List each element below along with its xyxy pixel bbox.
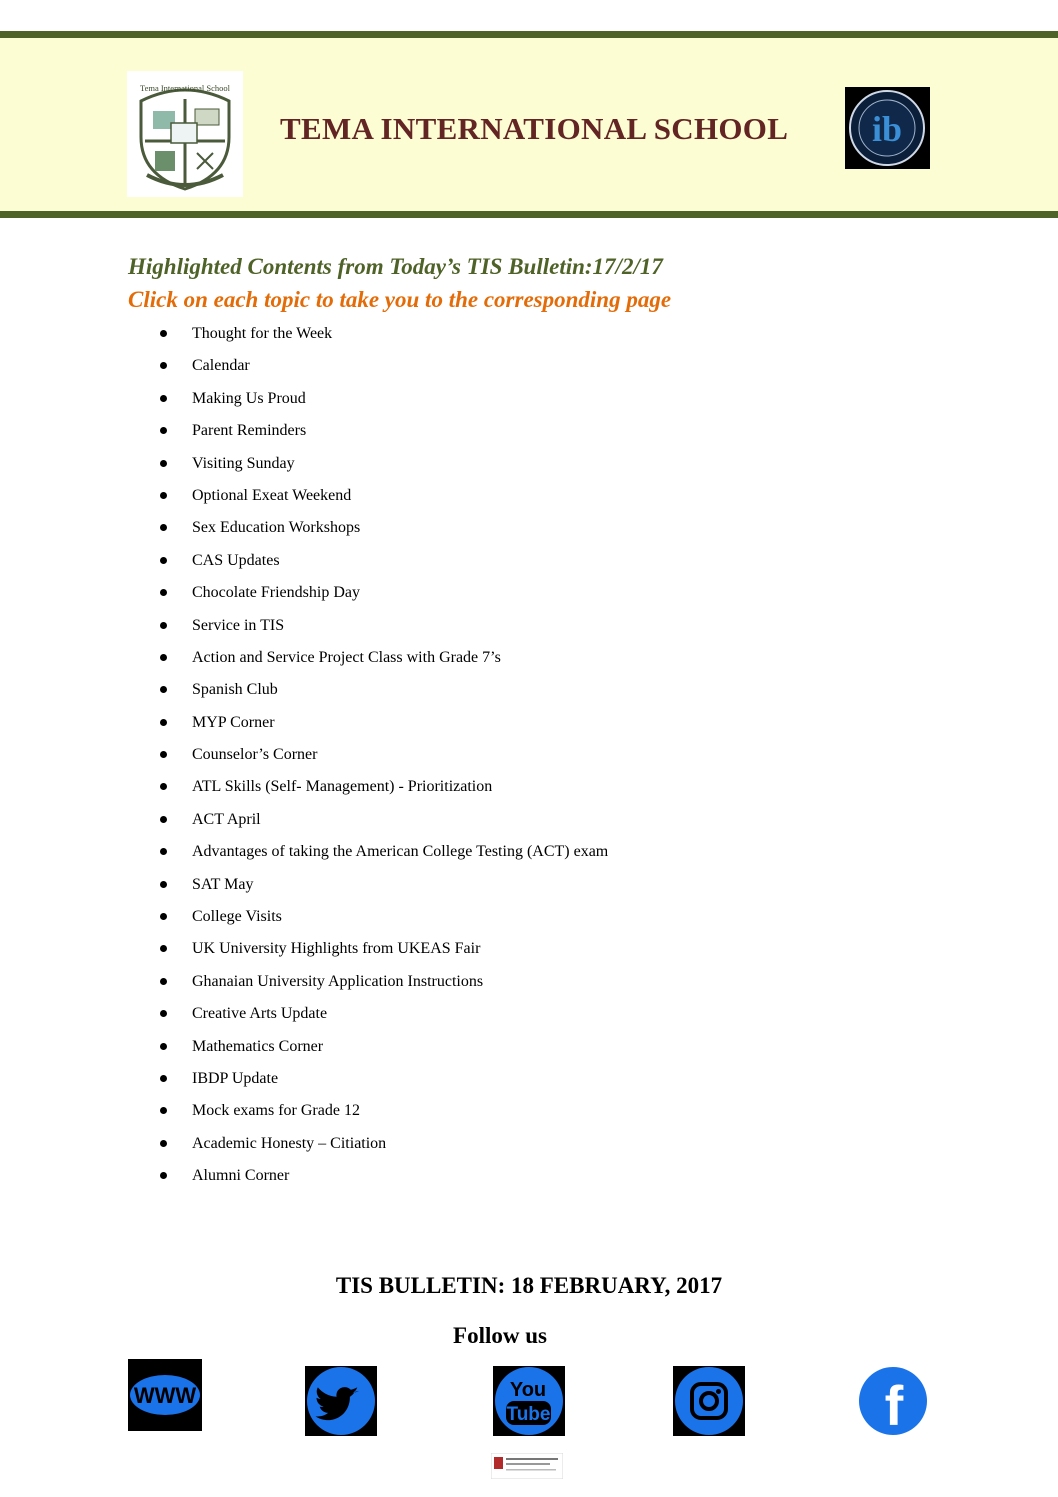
topic-link[interactable]: Optional Exeat Weekend: [192, 486, 352, 504]
topic-link[interactable]: Spanish Club: [192, 681, 278, 699]
topic-link[interactable]: Creative Arts Update: [192, 1005, 328, 1023]
topic-link[interactable]: Visiting Sunday: [192, 454, 295, 472]
youtube-link[interactable]: [493, 1366, 565, 1436]
bullet-icon: [160, 362, 167, 369]
bullet-icon: [160, 1043, 167, 1050]
youtube-label-top: You: [509, 1379, 547, 1401]
bullet-icon: [160, 751, 167, 758]
bullet-icon: [160, 654, 167, 661]
bullet-icon: [160, 881, 167, 888]
topic-link[interactable]: Mock exams for Grade 12: [192, 1102, 360, 1120]
bullet-icon: [160, 330, 167, 337]
topic-link[interactable]: Alumni Corner: [192, 1167, 290, 1185]
bullet-icon: [160, 783, 167, 790]
bullet-icon: [160, 492, 167, 499]
bullet-icon: [160, 913, 167, 920]
topic-link[interactable]: SAT May: [192, 875, 254, 893]
bullet-icon: [160, 1010, 167, 1017]
topic-link[interactable]: Service in TIS: [192, 616, 285, 634]
topic-link[interactable]: Making Us Proud: [192, 389, 306, 407]
twitter-icon: [305, 1366, 377, 1436]
bullet-icon: [160, 686, 167, 693]
instagram-icon: [673, 1366, 745, 1436]
topic-link[interactable]: Academic Honesty – Citiation: [192, 1134, 387, 1152]
bullet-icon: [160, 427, 167, 434]
bullet-icon: [160, 524, 167, 531]
bullet-icon: [160, 1107, 167, 1114]
bullet-icon: [160, 622, 167, 629]
bullet-icon: [160, 816, 167, 823]
ib-world-school-icon: [845, 87, 930, 169]
topic-link[interactable]: Thought for the Week: [192, 325, 333, 342]
click-instruction-heading: Click on each topic to take you to the corresponding page: [128, 287, 672, 312]
www-icon: [128, 1359, 202, 1431]
topic-link[interactable]: UK University Highlights from UKEAS Fair: [192, 940, 481, 958]
topic-link[interactable]: Sex Education Workshops: [192, 519, 361, 537]
school-crest-icon: [127, 71, 243, 197]
topic-link[interactable]: Ghanaian University Application Instructions: [192, 972, 484, 990]
facebook-icon: [857, 1366, 929, 1436]
topic-link[interactable]: Mathematics Corner: [192, 1037, 324, 1055]
topic-link[interactable]: ACT April: [192, 810, 261, 828]
facebook-label: f: [884, 1374, 904, 1436]
topic-link[interactable]: Parent Reminders: [192, 422, 307, 440]
bullet-icon: [160, 395, 167, 402]
youtube-label-bottom: Tube: [506, 1404, 551, 1425]
cambridge-international-logo-icon: [491, 1453, 563, 1479]
bullet-icon: [160, 1172, 167, 1179]
school-title: TEMA INTERNATIONAL SCHOOL: [280, 111, 789, 146]
follow-us-label: Follow us: [453, 1323, 547, 1348]
topic-link[interactable]: Advantages of taking the American College Testing (ACT) exam: [192, 843, 609, 861]
topic-link[interactable]: CAS Updates: [192, 551, 280, 569]
bullet-icon: [160, 978, 167, 985]
bulletin-date-title: TIS BULLETIN: 18 FEBRUARY, 2017: [335, 1273, 723, 1298]
topic-link[interactable]: IBDP Update: [192, 1069, 279, 1087]
ib-mark: ib: [871, 109, 903, 149]
bullet-icon: [160, 945, 167, 952]
topic-link[interactable]: MYP Corner: [192, 713, 275, 731]
topic-link[interactable]: College Visits: [192, 908, 282, 926]
bullet-icon: [160, 460, 167, 467]
website-link[interactable]: [128, 1359, 202, 1431]
instagram-link[interactable]: [673, 1366, 745, 1436]
bullet-icon: [160, 1140, 167, 1147]
crest-text: Tema International School: [139, 83, 231, 93]
topic-link[interactable]: Calendar: [192, 357, 250, 375]
facebook-link[interactable]: [857, 1366, 929, 1436]
page-header: [0, 31, 1058, 218]
topic-link[interactable]: Chocolate Friendship Day: [192, 584, 360, 602]
youtube-icon: [493, 1366, 565, 1436]
twitter-link[interactable]: [305, 1366, 377, 1436]
bulletin-highlights-heading: Highlighted Contents from Today’s TIS Bulletin:17/2/17: [128, 254, 663, 279]
bullet-icon: [160, 557, 167, 564]
topic-link[interactable]: ATL Skills (Self- Management) - Prioritization: [192, 778, 493, 796]
bullet-icon: [160, 1075, 167, 1082]
topic-link[interactable]: Action and Service Project Class with Grade 7’s: [192, 648, 501, 666]
www-label: WWW: [133, 1383, 197, 1408]
bullet-icon: [160, 719, 167, 726]
topic-link[interactable]: Counselor’s Corner: [192, 746, 318, 764]
bullet-icon: [160, 848, 167, 855]
bullet-icon: [160, 589, 167, 596]
